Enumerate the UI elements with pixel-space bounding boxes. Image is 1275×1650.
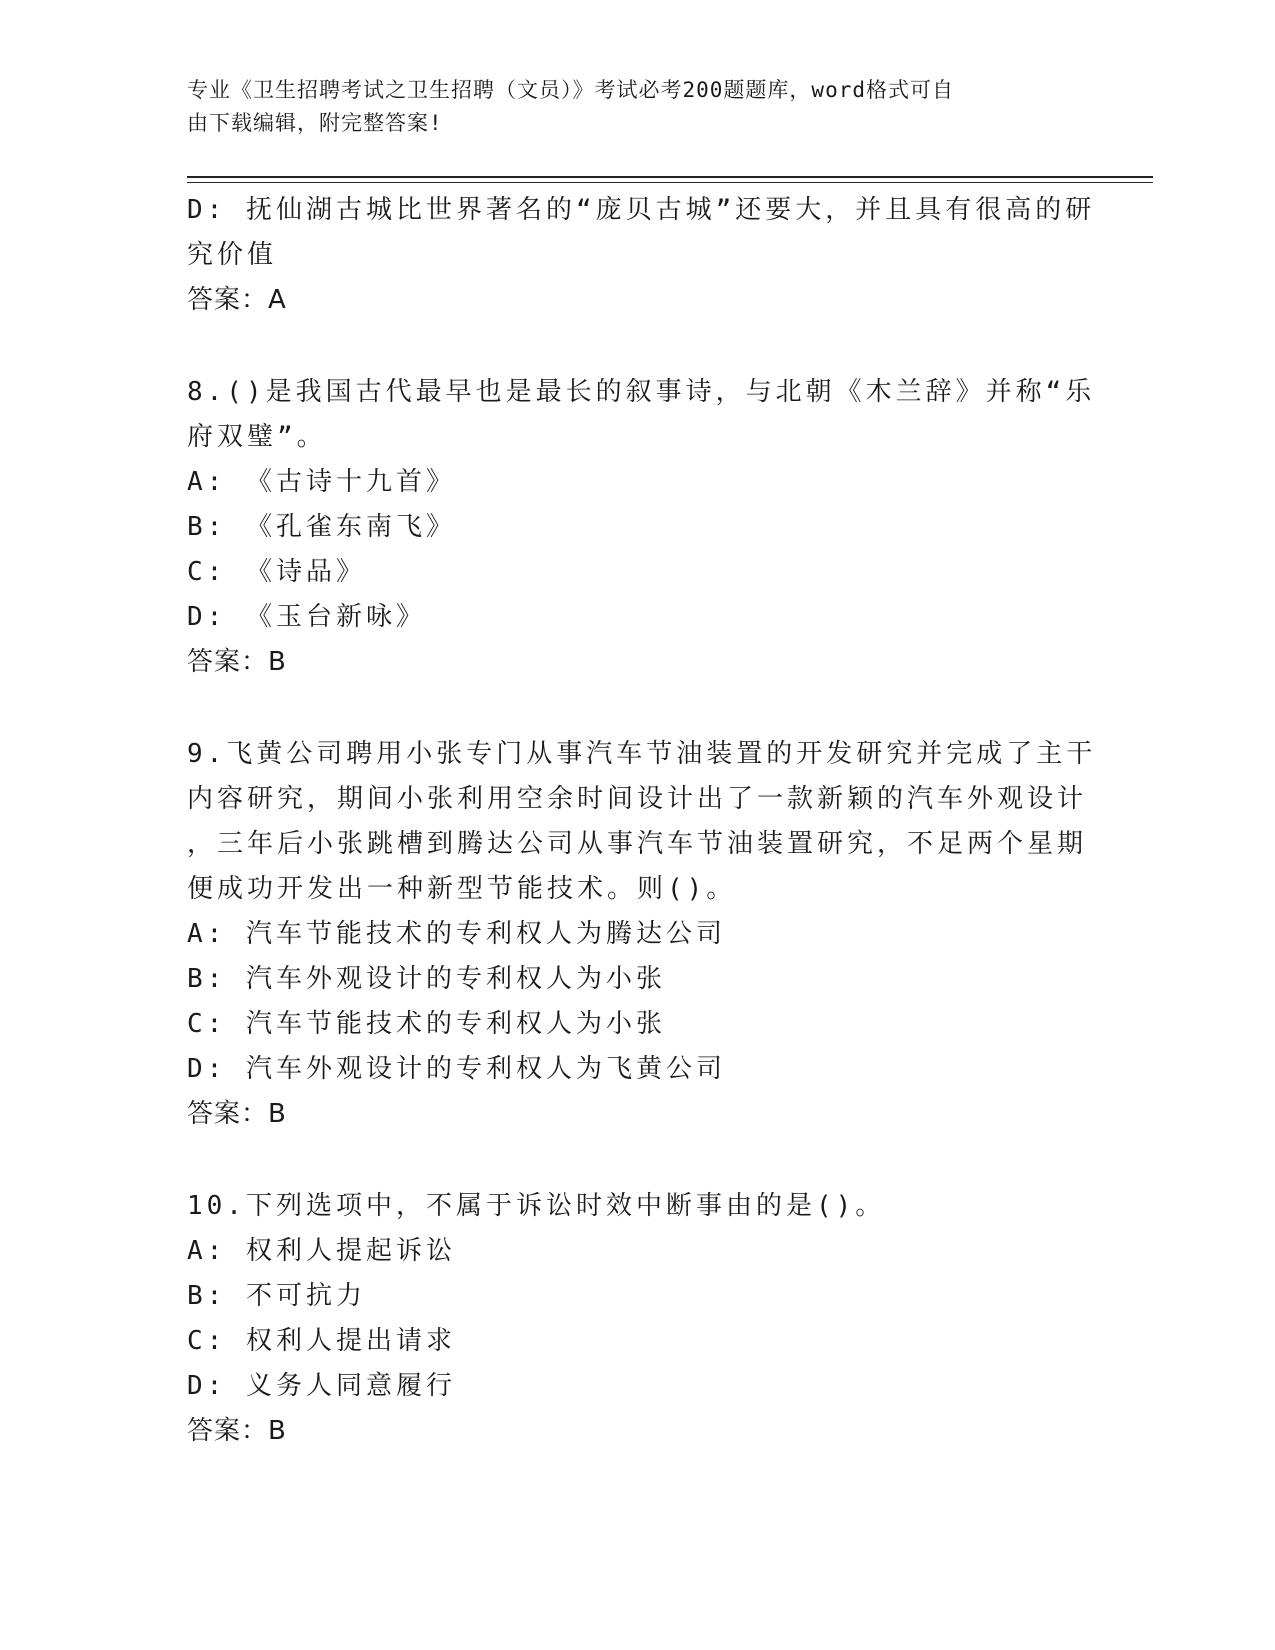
q10-stem-line-1: 10.下列选项中，不属于诉讼时效中断事由的是()。	[187, 1191, 886, 1221]
q9-stem-line-3: ，三年后小张跳槽到腾达公司从事汽车节油装置研究，不足两个星期	[187, 829, 1088, 859]
q8-option-d: D: 《玉台新咏》	[187, 602, 426, 632]
q9-option-b: B: 汽车外观设计的专利权人为小张	[187, 964, 666, 994]
question-spacer	[187, 323, 1087, 370]
question-9	[187, 732, 1097, 1137]
question-spacer	[187, 1137, 1087, 1184]
q10-option-b: B: 不可抗力	[187, 1281, 366, 1311]
q10-option-c: C: 权利人提出请求	[187, 1326, 456, 1356]
q9-option-c: C: 汽车节能技术的专利权人为小张	[187, 1009, 666, 1039]
question-10	[187, 1184, 1087, 1454]
q7-option-d-line-2: 究价值	[187, 240, 278, 270]
q8-option-b: B: 《孔雀东南飞》	[187, 512, 456, 542]
q7-answer: 答案：A	[187, 285, 287, 315]
question-7-tail	[187, 188, 1096, 323]
question-spacer	[187, 685, 1087, 732]
question-8	[187, 370, 1096, 685]
q10-answer: 答案：B	[187, 1416, 287, 1446]
q7-option-d-line-1: D: 抚仙湖古城比世界著名的“庞贝古城”还要大，并且具有很高的研	[187, 195, 1096, 225]
question-list	[187, 188, 1097, 1454]
q9-stem-line-1: 9.飞黄公司聘用小张专门从事汽车节油装置的开发研究并完成了主干	[187, 739, 1097, 769]
header-divider-thin	[187, 182, 1153, 183]
q8-stem-line-1: 8.()是我国古代最早也是最长的叙事诗，与北朝《木兰辞》并称“乐	[187, 377, 1096, 407]
q10-option-d: D: 义务人同意履行	[187, 1371, 456, 1401]
header-title-line-2: 由下载编辑，附完整答案!	[187, 111, 443, 135]
header-divider-thick	[187, 176, 1153, 178]
q8-option-c: C: 《诗品》	[187, 557, 366, 587]
q9-stem-line-2: 内容研究，期间小张利用空余时间设计出了一款新颖的汽车外观设计	[187, 784, 1088, 814]
q9-answer: 答案：B	[187, 1099, 287, 1129]
page-header	[187, 74, 1067, 140]
q8-stem-line-2: 府双璧”。	[187, 422, 327, 452]
header-title-line-1: 专业《卫生招聘考试之卫生招聘（文员）》考试必考200题题库，word格式可自	[187, 78, 954, 102]
q9-stem-line-4: 便成功开发出一种新型节能技术。则()。	[187, 874, 737, 904]
q9-option-a: A: 汽车节能技术的专利权人为腾达公司	[187, 919, 726, 949]
q9-option-d: D: 汽车外观设计的专利权人为飞黄公司	[187, 1054, 726, 1084]
q8-answer: 答案：B	[187, 647, 287, 677]
q10-option-a: A: 权利人提起诉讼	[187, 1236, 456, 1266]
q8-option-a: A: 《古诗十九首》	[187, 467, 456, 497]
